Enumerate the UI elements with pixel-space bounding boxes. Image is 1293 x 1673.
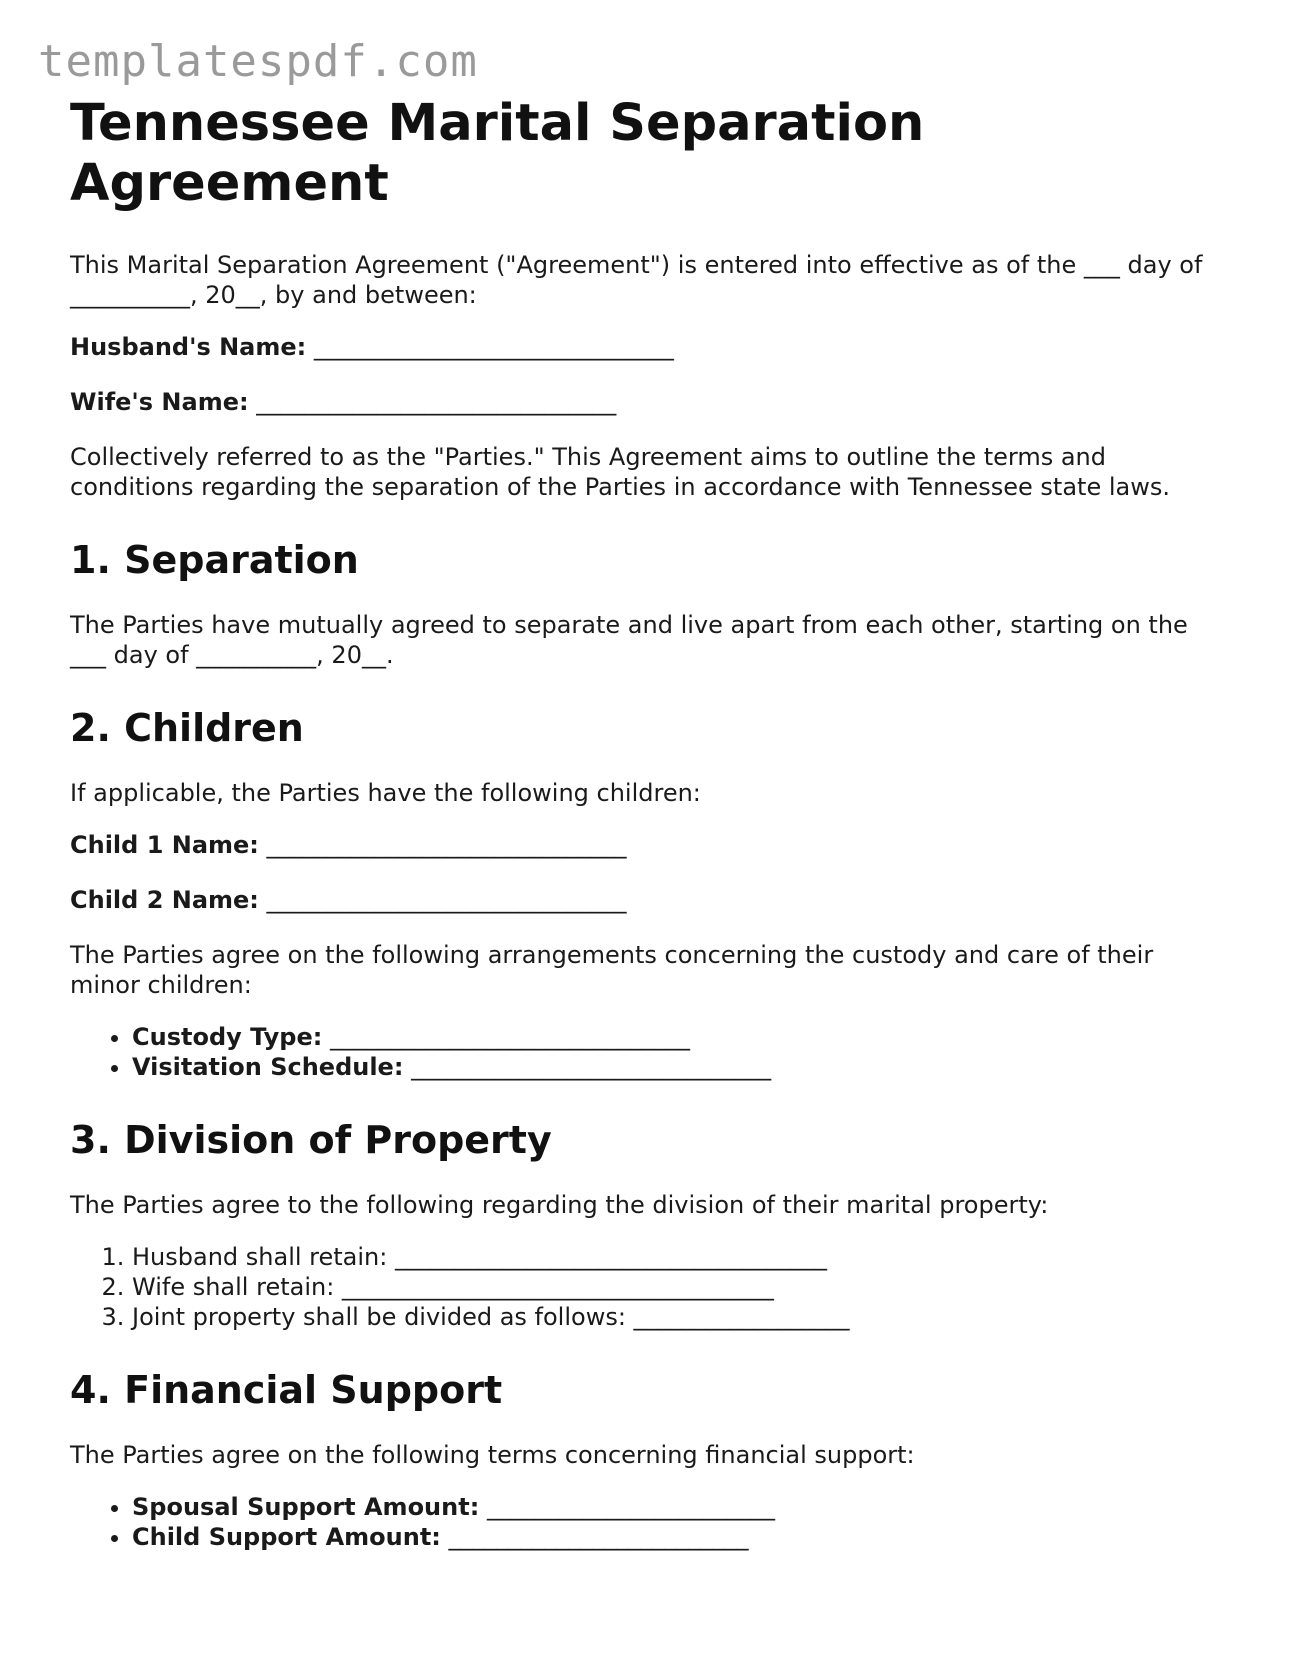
wife-name-label: Wife's Name: [70,388,249,416]
child-support-blank[interactable]: _________________________ [448,1523,749,1551]
custody-type-blank[interactable]: ______________________________ [330,1023,690,1051]
child1-name-label: Child 1 Name: [70,831,259,859]
custody-type-label: Custody Type: [132,1023,323,1051]
child-support-label: Child Support Amount: [132,1523,441,1551]
section-heading-separation: 1. Separation [70,538,359,582]
child1-name-field [70,830,1230,860]
separation-paragraph: The Parties have mutually agreed to separate and live apart from each other, starting on the ___ day of __________, 20__. [70,611,1188,669]
child2-name-blank[interactable]: ______________________________ [266,886,627,914]
property-intro: The Parties agree to the following regarding the division of their marital property: [70,1191,1049,1219]
intro-paragraph: This Marital Separation Agreement ("Agreement") is entered into effective as of the ___ day of __________, 20__, by and between: [70,251,1203,309]
list-item: 3. Joint property shall be divided as follows: __________________ [132,1302,1230,1332]
document-body [70,94,1230,1574]
list-item: 2. Wife shall retain: ____________________________________ [132,1272,1230,1302]
list-item [132,1492,1230,1522]
visitation-schedule-blank[interactable]: ______________________________ [411,1053,772,1081]
arrangements-paragraph: The Parties agree on the following arrangements concerning the custody and care of their minor children: [70,941,1154,999]
children-intro: If applicable, the Parties have the following children: [70,779,701,807]
spousal-support-label: Spousal Support Amount: [132,1493,480,1521]
spousal-support-blank[interactable]: ________________________ [486,1493,775,1521]
husband-name-field [70,332,1230,362]
wife-name-field [70,387,1230,417]
wife-name-blank[interactable]: ______________________________ [256,388,617,416]
financial-list [70,1492,1230,1552]
custody-list [70,1022,1230,1082]
list-item [132,1022,1230,1052]
husband-name-label: Husband's Name: [70,333,307,361]
child2-name-label: Child 2 Name: [70,886,259,914]
visitation-schedule-label: Visitation Schedule: [132,1053,404,1081]
parties-paragraph: Collectively referred to as the "Parties." This Agreement aims to outline the terms and conditions regarding the separation of the Parties in accordance with Tennessee state laws. [70,443,1170,501]
section-heading-property: 3. Division of Property [70,1118,552,1162]
list-item: 1. Husband shall retain: ____________________________________ [132,1242,1230,1272]
section-heading-financial: 4. Financial Support [70,1368,503,1412]
child2-name-field [70,885,1230,915]
financial-intro: The Parties agree on the following terms concerning financial support: [70,1441,915,1469]
section-heading-children: 2. Children [70,706,304,750]
page-title: Tennessee Marital Separation Agreement [70,94,925,213]
property-list [70,1242,1230,1332]
child1-name-blank[interactable]: ______________________________ [266,831,627,859]
list-item [132,1522,1230,1552]
list-item [132,1052,1230,1082]
husband-name-blank[interactable]: ______________________________ [313,333,674,361]
watermark: templatespdf.com [38,36,478,87]
